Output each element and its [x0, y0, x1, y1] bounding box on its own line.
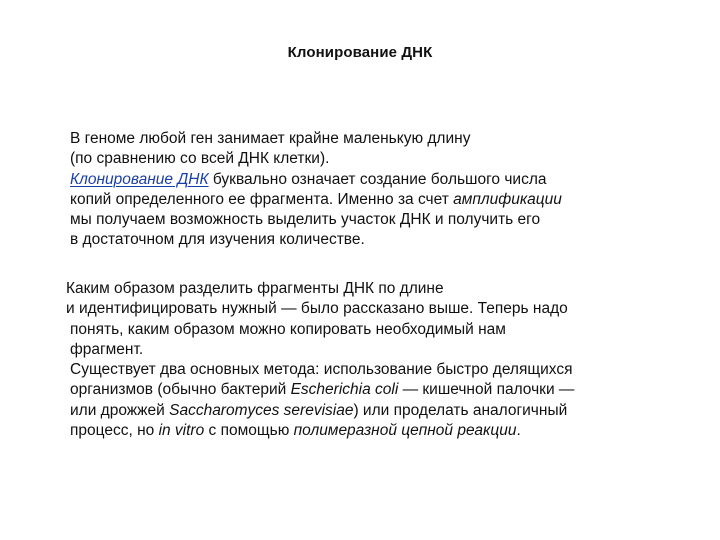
- species-term: Saccharomyces serevisiae: [169, 401, 354, 419]
- paragraph-methods: [66, 279, 574, 441]
- line-text: с помощью: [204, 422, 294, 440]
- paragraph-line: и идентифицировать нужный — было рассказано выше. Теперь надо: [66, 300, 568, 318]
- paragraph-line: В геноме любой ген занимает крайне маленькую длину: [70, 130, 471, 147]
- paragraph-line: фрагмент.: [70, 340, 144, 358]
- dna-cloning-link[interactable]: Клонирование ДНК: [70, 170, 209, 188]
- paragraph-line: Существует два основных метода: использование быстро делящихся: [70, 361, 573, 379]
- paragraph-line: [66, 401, 574, 421]
- paragraph-line: [70, 190, 562, 210]
- species-term: Escherichia coli: [290, 381, 399, 399]
- page-title: Клонирование ДНК: [287, 44, 433, 61]
- line-text: ) или проделать аналогичный: [353, 401, 568, 419]
- paragraph-line: мы получаем возможность выделить участок ДНК и получить его: [70, 211, 541, 229]
- pcr-term: полимеразной цепной реакции: [293, 422, 517, 440]
- paragraph-line: [66, 421, 574, 441]
- line-text: процесс, но: [70, 422, 159, 440]
- line-text: — кишечной палочки —: [398, 381, 575, 399]
- line-text: буквально означает создание большого числа: [208, 170, 547, 188]
- paragraph-line: [66, 380, 574, 400]
- paragraph-line: Каким образом разделить фрагменты ДНК по длине: [66, 280, 444, 297]
- line-text: копий определенного ее фрагмента. Именно за счет: [70, 190, 454, 208]
- line-text: или дрожжей: [70, 401, 170, 419]
- paragraph-line: в достаточном для изучения количестве.: [70, 231, 365, 249]
- amplification-term: амплификации: [453, 190, 562, 208]
- paragraph-line: (по сравнению со всей ДНК клетки).: [70, 150, 330, 168]
- line-text: .: [516, 422, 521, 440]
- in-vitro-term: in vitro: [158, 422, 205, 440]
- line-text: организмов (обычно бактерий: [70, 381, 291, 399]
- paragraph-line: [70, 170, 562, 190]
- paragraph-genome: [70, 129, 562, 251]
- paragraph-line: понять, каким образом можно копировать необходимый нам: [70, 320, 506, 338]
